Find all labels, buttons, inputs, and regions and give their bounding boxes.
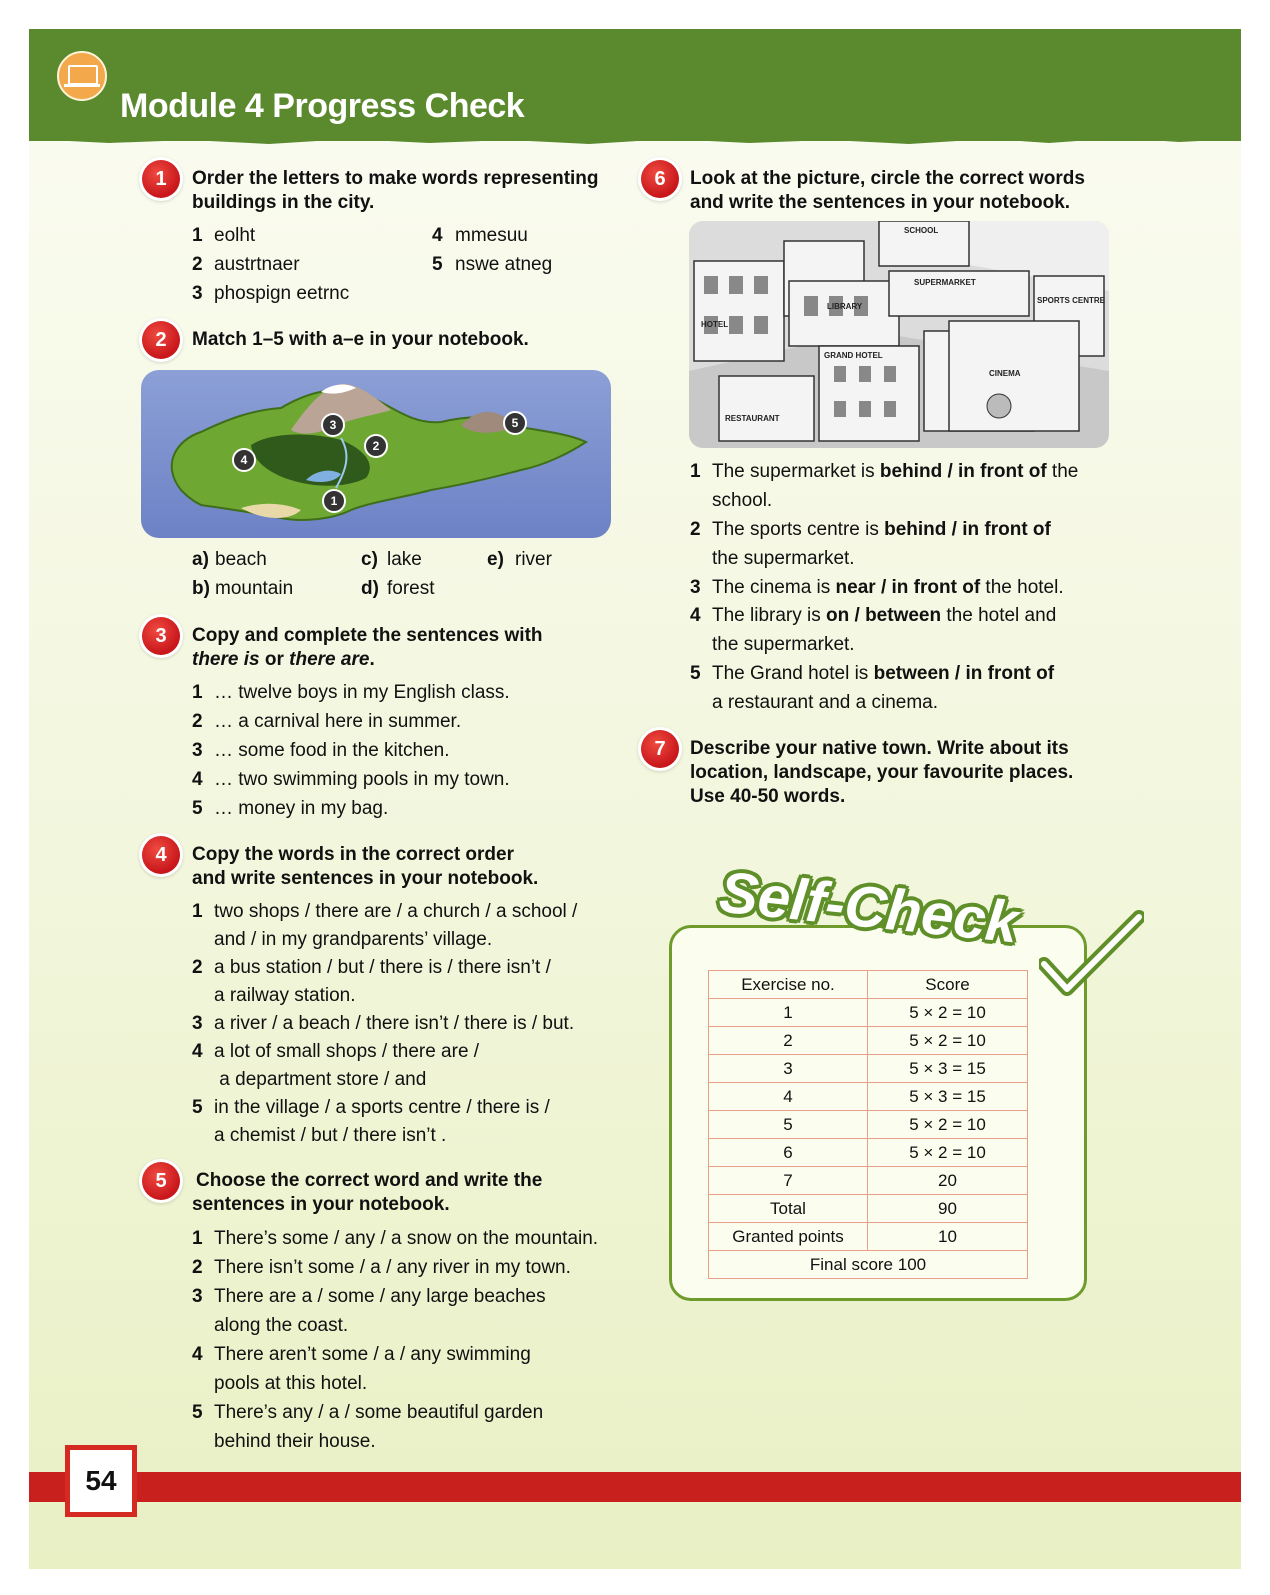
table-cell: 5 × 2 = 10 (868, 1027, 1028, 1055)
ex1-item-text: austrtnaer (214, 254, 300, 275)
ex2-option-text: lake (387, 549, 422, 570)
table-row (709, 1195, 1028, 1223)
table-header-cell: Score (868, 971, 1028, 999)
table-row (709, 999, 1028, 1027)
table-cell: Total (709, 1195, 868, 1223)
ex5-item-number: 3 (192, 1286, 203, 1307)
exercise-5-number: 5 (142, 1162, 180, 1200)
map-marker-1: 1 (330, 494, 338, 508)
ex3-item-number: 1 (192, 682, 203, 703)
table-cell: Granted points (709, 1223, 868, 1251)
library-sign: LIBRARY (827, 302, 863, 311)
table-cell: 5 × 2 = 10 (868, 1139, 1028, 1167)
ex4-item-number: 2 (192, 957, 203, 978)
ex3-item-number: 3 (192, 740, 203, 761)
ex6-item-number: 2 (690, 519, 701, 540)
table-cell: 90 (868, 1195, 1028, 1223)
exercise-5-heading: Choose the correct word and write the sentences in your notebook. (192, 1170, 543, 1215)
table-cell: 5 × 3 = 15 (868, 1083, 1028, 1111)
checkmark-icon (1039, 909, 1144, 999)
ex5-item-number: 5 (192, 1402, 203, 1423)
map-marker-4: 4 (240, 453, 248, 467)
ex6-item-text: a restaurant and a cinema. (712, 692, 939, 713)
exercise-4-number: 4 (142, 836, 180, 874)
ex2-option-key: b) (192, 578, 210, 599)
ex6-item-text: the supermarket. (712, 548, 855, 569)
ex2-option-key: c) (361, 549, 378, 570)
footer-stripe (29, 1472, 1241, 1502)
sports-centre-sign: SPORTS CENTRE (1037, 296, 1106, 305)
ex5-item-text: There’s any / a / some beautiful garden (214, 1402, 544, 1423)
table-cell: 3 (709, 1055, 868, 1083)
score-table (708, 970, 1028, 1279)
grand-hotel-sign: GRAND HOTEL (824, 351, 883, 360)
ex5-item-number: 2 (192, 1257, 203, 1278)
ex1-item-text: nswe atneg (455, 254, 553, 275)
exercise-1-heading: Order the letters to make words representing buildings in the city. (192, 168, 599, 213)
table-row (709, 1083, 1028, 1111)
ex1-item-text: phospign eetrnc (214, 283, 350, 304)
ex3-item-text: … twelve boys in my English class. (214, 682, 510, 703)
table-cell: 5 × 2 = 10 (868, 999, 1028, 1027)
supermarket-sign: SUPERMARKET (914, 278, 976, 287)
ex5-item-number: 1 (192, 1228, 203, 1249)
final-score-cell: Final score 100 (709, 1251, 1028, 1279)
ex1-item-number: 5 (432, 254, 443, 275)
ex1-item-number: 1 (192, 225, 203, 246)
ex6-item-text: The sports centre is behind / in front of (712, 519, 1051, 540)
table-header-cell: Exercise no. (709, 971, 868, 999)
ex4-item-text: and / in my grandparents’ village. (214, 929, 493, 950)
table-cell: 5 (709, 1111, 868, 1139)
table-row (709, 971, 1028, 999)
exercise-7-heading: Describe your native town. Write about its location, landscape, your favourite places. Use 40-50 words. (690, 738, 1074, 807)
restaurant-sign: RESTAURANT (725, 414, 780, 423)
school-sign: SCHOOL (904, 226, 939, 235)
exercise-7-number: 7 (641, 730, 679, 768)
ex5-item-text: There isn’t some / a / any river in my town. (214, 1257, 571, 1278)
ex1-item-number: 2 (192, 254, 203, 275)
table-row (709, 1223, 1028, 1251)
table-cell: 1 (709, 999, 868, 1027)
ex4-item-text: a lot of small shops / there are / (214, 1041, 480, 1062)
ex5-item-number: 4 (192, 1344, 203, 1365)
ex6-item-text: school. (712, 490, 773, 511)
exercise-2-number: 2 (142, 321, 180, 359)
ex3-item-number: 4 (192, 769, 203, 790)
ex6-item-text: The supermarket is behind / in front of the (712, 461, 1079, 482)
page (29, 29, 1241, 1569)
exercise-2-heading: Match 1–5 with a–e in your notebook. (192, 329, 529, 350)
ex5-item-text: There’s some / any / a snow on the mountain. (214, 1228, 599, 1249)
ex2-option-text: mountain (215, 578, 294, 599)
ex6-item-number: 3 (690, 577, 701, 598)
ex4-item-text: a chemist / but / there isn’t . (214, 1125, 447, 1146)
ex4-item-number: 3 (192, 1013, 203, 1034)
ex6-item-text: The cinema is near / in front of the hotel. (712, 577, 1064, 598)
ex5-item-text: along the coast. (214, 1315, 349, 1336)
ex6-item-number: 4 (690, 605, 701, 626)
page-title: Module 4 Progress Check (120, 87, 525, 125)
ex5-item-text: pools at this hotel. (214, 1373, 368, 1394)
ex4-item-text: a bus station / but / there is / there isn’t / (214, 957, 551, 978)
ex4-item-text: two shops / there are / a church / a school / (214, 901, 578, 922)
ex3-item-text: … two swimming pools in my town. (214, 769, 510, 790)
table-cell: 7 (709, 1167, 868, 1195)
map-marker-5: 5 (511, 416, 519, 430)
ex5-item-text: There aren’t some / a / any swimming (214, 1344, 531, 1365)
ex3-item-text: … a carnival here in summer. (214, 711, 462, 732)
ex4-item-text: a railway station. (214, 985, 356, 1006)
cinema-sign: CINEMA (989, 369, 1021, 378)
banner-torn-edge (29, 133, 1241, 149)
table-cell: 10 (868, 1223, 1028, 1251)
table-row (709, 1167, 1028, 1195)
table-row (709, 1027, 1028, 1055)
ex2-option-text: beach (215, 549, 267, 570)
exercise-3-heading: Copy and complete the sentences with there is or there are. (192, 625, 543, 670)
ex4-item-text: a department store / and (214, 1069, 427, 1090)
exercise-6-number: 6 (641, 160, 679, 198)
ex6-item-number: 1 (690, 461, 701, 482)
ex4-item-number: 1 (192, 901, 203, 922)
ex6-item-text: the supermarket. (712, 634, 855, 655)
ex2-option-key: e) (487, 549, 504, 570)
map-marker-2: 2 (372, 439, 380, 453)
ex2-option-text: river (515, 549, 552, 570)
ex4-item-number: 4 (192, 1041, 203, 1062)
ex6-item-text: The Grand hotel is between / in front of (712, 663, 1055, 684)
laptop-icon (57, 51, 107, 101)
ex2-option-key: a) (192, 549, 209, 570)
table-cell: 2 (709, 1027, 868, 1055)
table-row (709, 1111, 1028, 1139)
table-cell: 5 × 2 = 10 (868, 1111, 1028, 1139)
ex5-item-text: There are a / some / any large beaches (214, 1286, 546, 1307)
exercise-6-heading: Look at the picture, circle the correct words and write the sentences in your notebook. (690, 168, 1085, 213)
ex3-item-number: 5 (192, 798, 203, 819)
ex5-item-text: behind their house. (214, 1431, 376, 1452)
map-marker-3: 3 (329, 418, 337, 432)
table-row (709, 1055, 1028, 1083)
ex1-item-text: mmesuu (455, 225, 528, 246)
island-map (141, 370, 611, 538)
exercise-3-number: 3 (142, 617, 180, 655)
ex6-item-number: 5 (690, 663, 701, 684)
ex4-item-number: 5 (192, 1097, 203, 1118)
ex2-option-key: d) (361, 578, 379, 599)
table-cell: 4 (709, 1083, 868, 1111)
ex4-item-text: in the village / a sports centre / there is / (214, 1097, 550, 1118)
table-cell: 20 (868, 1167, 1028, 1195)
exercise-4-heading: Copy the words in the correct order and write sentences in your notebook. (192, 844, 539, 889)
page-number: 54 (65, 1445, 137, 1517)
city-picture (689, 221, 1109, 448)
ex1-item-number: 4 (432, 225, 443, 246)
ex1-item-number: 3 (192, 283, 203, 304)
ex3-item-text: … money in my bag. (214, 798, 389, 819)
table-cell: 5 × 3 = 15 (868, 1055, 1028, 1083)
self-check-title: Self-Check (716, 859, 1022, 956)
table-cell: 6 (709, 1139, 868, 1167)
ex1-item-text: eolht (214, 225, 256, 246)
ex3-item-text: … some food in the kitchen. (214, 740, 450, 761)
ex2-option-text: forest (387, 578, 435, 599)
table-row (709, 1139, 1028, 1167)
hotel-sign: HOTEL (701, 320, 729, 329)
exercise-1-number: 1 (142, 160, 180, 198)
ex6-item-text: The library is on / between the hotel and (712, 605, 1057, 626)
ex4-item-text: a river / a beach / there isn’t / there is / but. (214, 1013, 575, 1034)
table-row (709, 1251, 1028, 1279)
ex3-item-number: 2 (192, 711, 203, 732)
